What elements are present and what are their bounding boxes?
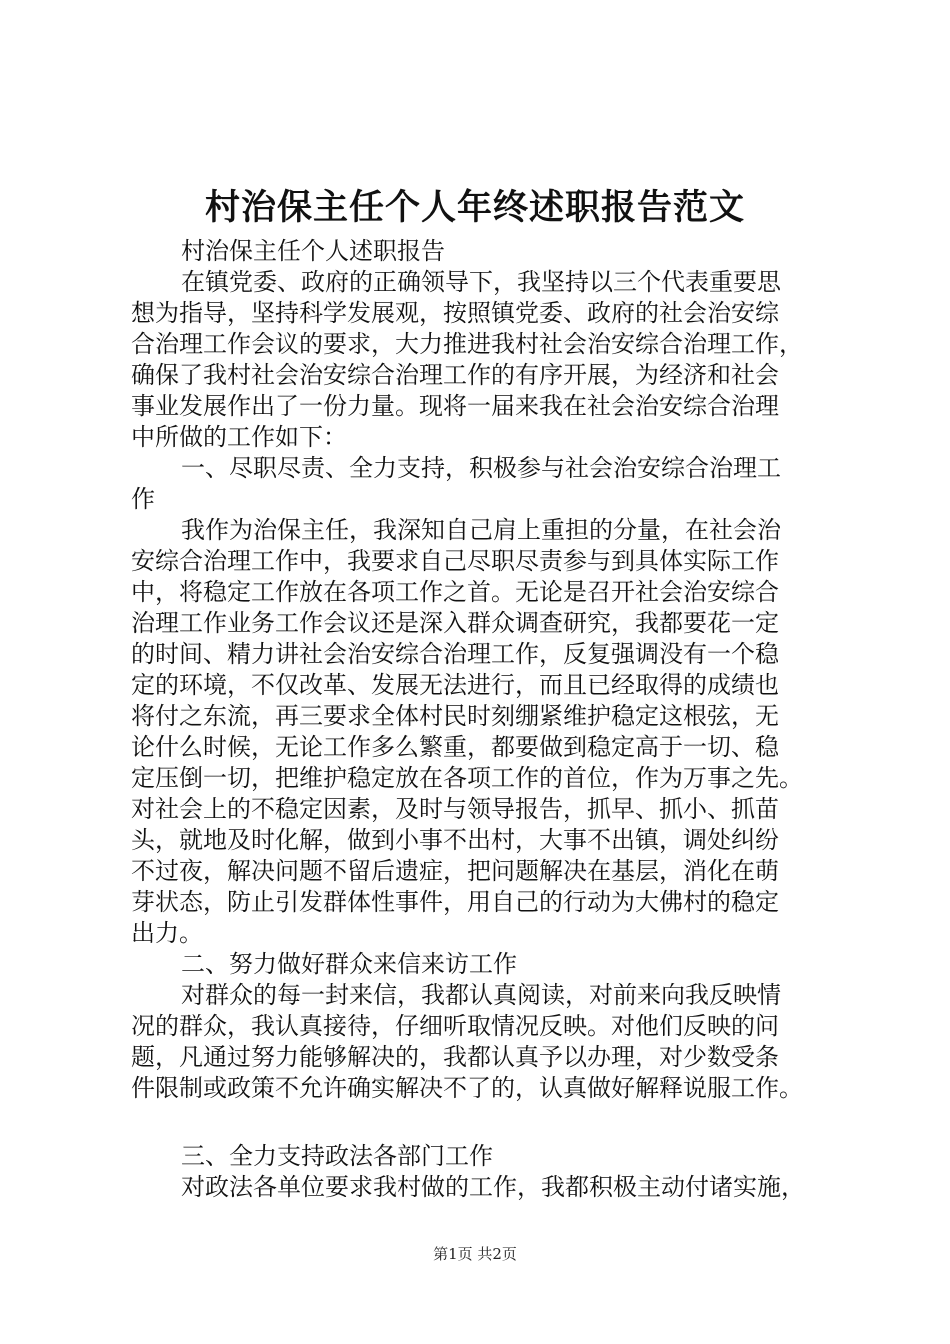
paragraph-line: 将付之东流，再三要求全体村民时刻绷紧维护稳定这根弦，无 — [131, 702, 779, 730]
document-body — [131, 236, 836, 1203]
section-heading-line: 作 — [131, 485, 155, 513]
paragraph-line: 件限制或政策不允许确实解决不了的，认真做好解释说服工作。 — [131, 1074, 803, 1102]
paragraph-line: 确保了我村社会治安综合治理工作的有序开展，为经济和社会 — [131, 361, 779, 389]
paragraph-line: 安综合治理工作中，我要求自己尽职尽责参与到具体实际工作 — [131, 547, 779, 575]
paragraph-line: 论什么时候，无论工作多么繁重，都要做到稳定高于一切、稳 — [131, 733, 779, 761]
paragraph-line: 我作为治保主任，我深知自己肩上重担的分量，在社会治 — [181, 516, 781, 544]
paragraph-line: 合治理工作会议的要求，大力推进我村社会治安综合治理工作， — [131, 330, 803, 358]
paragraph-line: 况的群众，我认真接待，仔细听取情况反映。对他们反映的问 — [131, 1012, 779, 1040]
page-indicator: 第1页 共2页 — [433, 1245, 517, 1263]
paragraph-line: 头，就地及时化解，做到小事不出村，大事不出镇，调处纠纷 — [131, 826, 779, 854]
paragraph-line: 定压倒一切，把维护稳定放在各项工作的首位，作为万事之先。 — [131, 764, 803, 792]
paragraph-line: 中，将稳定工作放在各项工作之首。无论是召开社会治安综合 — [131, 578, 779, 606]
paragraph-line: 的时间、精力讲社会治安综合治理工作，反复强调没有一个稳 — [131, 640, 779, 668]
section-heading-line: 三、全力支持政法各部门工作 — [181, 1142, 493, 1170]
paragraph-gap — [131, 1104, 836, 1141]
paragraph-line: 治理工作业务工作会议还是深入群众调查研究，我都要花一定 — [131, 609, 779, 637]
paragraph-line: 在镇党委、政府的正确领导下，我坚持以三个代表重要思 — [181, 268, 781, 296]
paragraph-line: 对社会上的不稳定因素，及时与领导报告，抓早、抓小、抓苗 — [131, 795, 779, 823]
paragraph-line: 芽状态，防止引发群体性事件，用自己的行动为大佛村的稳定 — [131, 888, 779, 916]
paragraph-line: 对群众的每一封来信，我都认真阅读，对前来向我反映情 — [181, 981, 781, 1009]
paragraph-line: 对政法各单位要求我村做的工作，我都积极主动付诸实施， — [181, 1173, 805, 1201]
subtitle-line: 村治保主任个人述职报告 — [181, 237, 445, 265]
paragraph-line: 题，凡通过努力能够解决的，我都认真予以办理，对少数受条 — [131, 1043, 779, 1071]
section-heading-line: 一、尽职尽责、全力支持，积极参与社会治安综合治理工 — [181, 454, 781, 482]
section-heading-line: 二、努力做好群众来信来访工作 — [181, 950, 517, 978]
document-title: 村治保主任个人年终述职报告范文 — [204, 187, 745, 228]
paragraph-line: 定的环境，不仅改革、发展无法进行，而且已经取得的成绩也 — [131, 671, 779, 699]
paragraph-line: 事业发展作出了一份力量。现将一届来我在社会治安综合治理 — [131, 392, 779, 420]
paragraph-line: 不过夜，解决问题不留后遗症，把问题解决在基层，消化在萌 — [131, 857, 779, 885]
paragraph-line: 出力。 — [131, 919, 203, 947]
paragraph-line: 中所做的工作如下： — [131, 423, 347, 451]
paragraph-line: 想为指导，坚持科学发展观，按照镇党委、政府的社会治安综 — [131, 299, 779, 327]
